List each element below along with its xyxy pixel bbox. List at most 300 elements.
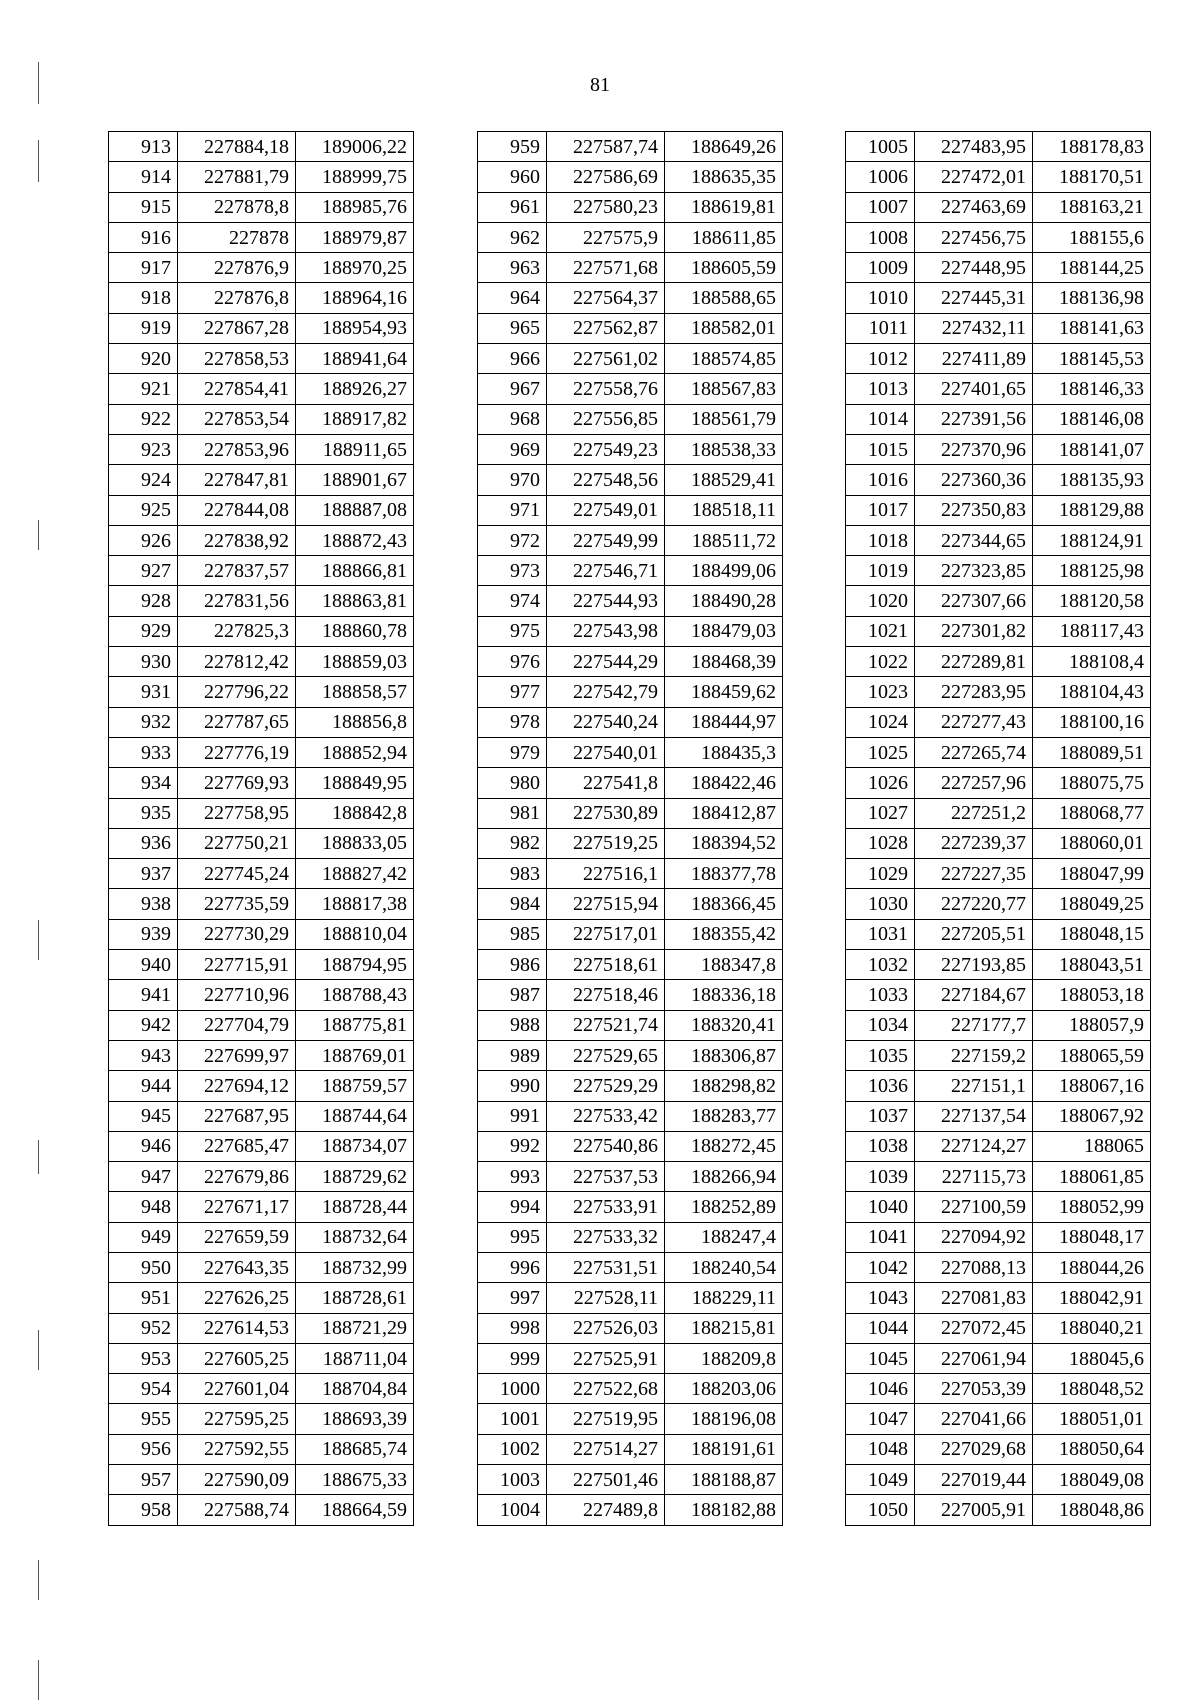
x-coordinate-cell: 227540,86 <box>547 1131 665 1161</box>
y-coordinate-cell: 188561,79 <box>665 404 783 434</box>
point-number-cell: 1015 <box>846 434 915 464</box>
x-coordinate-cell: 227344,65 <box>915 525 1033 555</box>
y-coordinate-cell: 188985,76 <box>296 192 414 222</box>
table-row <box>846 1040 1151 1070</box>
scan-edge-mark <box>38 1330 39 1370</box>
point-number-cell: 1008 <box>846 222 915 252</box>
point-number-cell: 1032 <box>846 950 915 980</box>
point-number-cell: 968 <box>478 404 547 434</box>
table-row <box>846 889 1151 919</box>
table-row <box>846 1252 1151 1282</box>
x-coordinate-cell: 227516,1 <box>547 859 665 889</box>
point-number-cell: 932 <box>109 707 178 737</box>
point-number-cell: 951 <box>109 1283 178 1313</box>
x-coordinate-cell: 227205,51 <box>915 919 1033 949</box>
point-number-cell: 1029 <box>846 859 915 889</box>
x-coordinate-cell: 227501,46 <box>547 1465 665 1495</box>
table-row <box>478 313 783 343</box>
y-coordinate-cell: 188065,59 <box>1033 1040 1151 1070</box>
table-row <box>478 1071 783 1101</box>
scan-edge-mark <box>38 520 39 550</box>
point-number-cell: 1007 <box>846 192 915 222</box>
table-row <box>109 374 414 404</box>
table-row <box>109 1374 414 1404</box>
y-coordinate-cell: 188049,08 <box>1033 1465 1151 1495</box>
table-row <box>109 919 414 949</box>
table-row <box>478 1222 783 1252</box>
table-row <box>846 859 1151 889</box>
x-coordinate-cell: 227601,04 <box>178 1374 296 1404</box>
point-number-cell: 1019 <box>846 556 915 586</box>
table-row <box>846 192 1151 222</box>
table-row <box>109 404 414 434</box>
y-coordinate-cell: 188605,59 <box>665 253 783 283</box>
point-number-cell: 950 <box>109 1252 178 1282</box>
scan-edge-mark <box>38 1140 39 1174</box>
table-row <box>109 768 414 798</box>
table-row <box>846 434 1151 464</box>
x-coordinate-cell: 227029,68 <box>915 1434 1033 1464</box>
point-number-cell: 1003 <box>478 1465 547 1495</box>
x-coordinate-cell: 227094,92 <box>915 1222 1033 1252</box>
y-coordinate-cell: 188320,41 <box>665 1010 783 1040</box>
x-coordinate-cell: 227796,22 <box>178 677 296 707</box>
x-coordinate-cell: 227041,66 <box>915 1404 1033 1434</box>
point-number-cell: 953 <box>109 1343 178 1373</box>
y-coordinate-cell: 188856,8 <box>296 707 414 737</box>
y-coordinate-cell: 188728,61 <box>296 1283 414 1313</box>
y-coordinate-cell: 188163,21 <box>1033 192 1151 222</box>
y-coordinate-cell: 188048,86 <box>1033 1495 1151 1525</box>
point-number-cell: 923 <box>109 434 178 464</box>
y-coordinate-cell: 188061,85 <box>1033 1162 1151 1192</box>
x-coordinate-cell: 227858,53 <box>178 344 296 374</box>
point-number-cell: 922 <box>109 404 178 434</box>
table-row <box>846 1222 1151 1252</box>
y-coordinate-cell: 188366,45 <box>665 889 783 919</box>
point-number-cell: 918 <box>109 283 178 313</box>
point-number-cell: 999 <box>478 1343 547 1373</box>
y-coordinate-cell: 188849,95 <box>296 768 414 798</box>
table-row <box>846 828 1151 858</box>
y-coordinate-cell: 188858,57 <box>296 677 414 707</box>
x-coordinate-cell: 227239,37 <box>915 828 1033 858</box>
point-number-cell: 1048 <box>846 1434 915 1464</box>
y-coordinate-cell: 188170,51 <box>1033 162 1151 192</box>
point-number-cell: 1010 <box>846 283 915 313</box>
x-coordinate-cell: 227360,36 <box>915 465 1033 495</box>
point-number-cell: 1037 <box>846 1101 915 1131</box>
x-coordinate-cell: 227265,74 <box>915 737 1033 767</box>
point-number-cell: 993 <box>478 1162 547 1192</box>
point-number-cell: 963 <box>478 253 547 283</box>
y-coordinate-cell: 188970,25 <box>296 253 414 283</box>
x-coordinate-cell: 227005,91 <box>915 1495 1033 1525</box>
x-coordinate-cell: 227715,91 <box>178 950 296 980</box>
table-row <box>109 1313 414 1343</box>
point-number-cell: 1005 <box>846 132 915 162</box>
point-number-cell: 927 <box>109 556 178 586</box>
table-row <box>109 556 414 586</box>
x-coordinate-cell: 227515,94 <box>547 889 665 919</box>
point-number-cell: 1038 <box>846 1131 915 1161</box>
y-coordinate-cell: 188635,35 <box>665 162 783 192</box>
table-row <box>478 1162 783 1192</box>
y-coordinate-cell: 188979,87 <box>296 222 414 252</box>
point-number-cell: 1044 <box>846 1313 915 1343</box>
point-number-cell: 967 <box>478 374 547 404</box>
x-coordinate-cell: 227483,95 <box>915 132 1033 162</box>
point-number-cell: 935 <box>109 798 178 828</box>
table-row <box>846 980 1151 1010</box>
scan-edge-mark <box>38 140 39 182</box>
y-coordinate-cell: 188298,82 <box>665 1071 783 1101</box>
table-row <box>109 192 414 222</box>
table-row <box>846 132 1151 162</box>
x-coordinate-cell: 227514,27 <box>547 1434 665 1464</box>
y-coordinate-cell: 188135,93 <box>1033 465 1151 495</box>
x-coordinate-cell: 227881,79 <box>178 162 296 192</box>
x-coordinate-cell: 227546,71 <box>547 556 665 586</box>
x-coordinate-cell: 227838,92 <box>178 525 296 555</box>
table-row <box>109 586 414 616</box>
x-coordinate-cell: 227521,74 <box>547 1010 665 1040</box>
y-coordinate-cell: 188100,16 <box>1033 707 1151 737</box>
table-row <box>846 556 1151 586</box>
x-coordinate-cell: 227088,13 <box>915 1252 1033 1282</box>
y-coordinate-cell: 188347,8 <box>665 950 783 980</box>
table-row <box>478 737 783 767</box>
table-row <box>846 1465 1151 1495</box>
table-row <box>109 616 414 646</box>
y-coordinate-cell: 188178,83 <box>1033 132 1151 162</box>
point-number-cell: 990 <box>478 1071 547 1101</box>
y-coordinate-cell: 188664,59 <box>296 1495 414 1525</box>
table-row <box>478 828 783 858</box>
point-number-cell: 1006 <box>846 162 915 192</box>
x-coordinate-cell: 227251,2 <box>915 798 1033 828</box>
x-coordinate-cell: 227401,65 <box>915 374 1033 404</box>
point-number-cell: 1033 <box>846 980 915 1010</box>
y-coordinate-cell: 188141,63 <box>1033 313 1151 343</box>
y-coordinate-cell: 188196,08 <box>665 1404 783 1434</box>
table-row <box>846 1495 1151 1525</box>
point-number-cell: 973 <box>478 556 547 586</box>
x-coordinate-cell: 227758,95 <box>178 798 296 828</box>
table-row <box>109 1071 414 1101</box>
table-row <box>478 434 783 464</box>
y-coordinate-cell: 188941,64 <box>296 344 414 374</box>
x-coordinate-cell: 227730,29 <box>178 919 296 949</box>
y-coordinate-cell: 188842,8 <box>296 798 414 828</box>
point-number-cell: 1017 <box>846 495 915 525</box>
x-coordinate-cell: 227081,83 <box>915 1283 1033 1313</box>
y-coordinate-cell: 188209,8 <box>665 1343 783 1373</box>
point-number-cell: 917 <box>109 253 178 283</box>
table-row <box>478 1313 783 1343</box>
point-number-cell: 1000 <box>478 1374 547 1404</box>
table-row <box>846 344 1151 374</box>
y-coordinate-cell: 188649,26 <box>665 132 783 162</box>
point-number-cell: 1036 <box>846 1071 915 1101</box>
table-row <box>109 677 414 707</box>
y-coordinate-cell: 188567,83 <box>665 374 783 404</box>
table-row <box>109 344 414 374</box>
point-number-cell: 1018 <box>846 525 915 555</box>
point-number-cell: 1035 <box>846 1040 915 1070</box>
table-row <box>109 525 414 555</box>
point-number-cell: 995 <box>478 1222 547 1252</box>
table-row <box>109 1283 414 1313</box>
x-coordinate-cell: 227837,57 <box>178 556 296 586</box>
x-coordinate-cell: 227699,97 <box>178 1040 296 1070</box>
y-coordinate-cell: 188538,33 <box>665 434 783 464</box>
y-coordinate-cell: 188377,78 <box>665 859 783 889</box>
x-coordinate-cell: 227853,54 <box>178 404 296 434</box>
point-number-cell: 933 <box>109 737 178 767</box>
x-coordinate-cell: 227540,24 <box>547 707 665 737</box>
table-row <box>478 556 783 586</box>
x-coordinate-cell: 227540,01 <box>547 737 665 767</box>
x-coordinate-cell: 227448,95 <box>915 253 1033 283</box>
point-number-cell: 1028 <box>846 828 915 858</box>
x-coordinate-cell: 227472,01 <box>915 162 1033 192</box>
point-number-cell: 981 <box>478 798 547 828</box>
y-coordinate-cell: 188769,01 <box>296 1040 414 1070</box>
x-coordinate-cell: 227307,66 <box>915 586 1033 616</box>
y-coordinate-cell: 188117,43 <box>1033 616 1151 646</box>
point-number-cell: 988 <box>478 1010 547 1040</box>
table-row <box>109 1192 414 1222</box>
x-coordinate-cell: 227537,53 <box>547 1162 665 1192</box>
x-coordinate-cell: 227556,85 <box>547 404 665 434</box>
table-row <box>478 1374 783 1404</box>
x-coordinate-cell: 227549,99 <box>547 525 665 555</box>
point-number-cell: 1013 <box>846 374 915 404</box>
coordinates-table-1 <box>108 131 414 1526</box>
table-row <box>478 1010 783 1040</box>
point-number-cell: 1024 <box>846 707 915 737</box>
table-row <box>109 283 414 313</box>
point-number-cell: 1022 <box>846 647 915 677</box>
point-number-cell: 948 <box>109 1192 178 1222</box>
point-number-cell: 954 <box>109 1374 178 1404</box>
point-number-cell: 1047 <box>846 1404 915 1434</box>
table-row <box>109 162 414 192</box>
x-coordinate-cell: 227517,01 <box>547 919 665 949</box>
table-row <box>478 647 783 677</box>
y-coordinate-cell: 188827,42 <box>296 859 414 889</box>
point-number-cell: 1001 <box>478 1404 547 1434</box>
y-coordinate-cell: 188744,64 <box>296 1101 414 1131</box>
x-coordinate-cell: 227533,42 <box>547 1101 665 1131</box>
table-row <box>846 616 1151 646</box>
point-number-cell: 926 <box>109 525 178 555</box>
point-number-cell: 943 <box>109 1040 178 1070</box>
scan-edge-mark <box>38 1660 39 1700</box>
point-number-cell: 946 <box>109 1131 178 1161</box>
x-coordinate-cell: 227323,85 <box>915 556 1033 586</box>
table-row <box>478 768 783 798</box>
point-number-cell: 1014 <box>846 404 915 434</box>
y-coordinate-cell: 188574,85 <box>665 344 783 374</box>
y-coordinate-cell: 188394,52 <box>665 828 783 858</box>
table-row <box>109 889 414 919</box>
point-number-cell: 1025 <box>846 737 915 767</box>
point-number-cell: 982 <box>478 828 547 858</box>
point-number-cell: 944 <box>109 1071 178 1101</box>
y-coordinate-cell: 188901,67 <box>296 465 414 495</box>
point-number-cell: 955 <box>109 1404 178 1434</box>
x-coordinate-cell: 227575,9 <box>547 222 665 252</box>
table-row <box>846 404 1151 434</box>
y-coordinate-cell: 188048,52 <box>1033 1374 1151 1404</box>
y-coordinate-cell: 188444,97 <box>665 707 783 737</box>
table-row <box>109 1131 414 1161</box>
y-coordinate-cell: 188728,44 <box>296 1192 414 1222</box>
table-row <box>478 1495 783 1525</box>
table-row <box>478 980 783 1010</box>
point-number-cell: 976 <box>478 647 547 677</box>
y-coordinate-cell: 188067,92 <box>1033 1101 1151 1131</box>
page-number: 81 <box>590 74 610 96</box>
table-row <box>109 1252 414 1282</box>
y-coordinate-cell: 188247,4 <box>665 1222 783 1252</box>
y-coordinate-cell: 188306,87 <box>665 1040 783 1070</box>
point-number-cell: 1031 <box>846 919 915 949</box>
y-coordinate-cell: 188479,03 <box>665 616 783 646</box>
table-row <box>846 950 1151 980</box>
x-coordinate-cell: 227277,43 <box>915 707 1033 737</box>
table-row <box>109 647 414 677</box>
point-number-cell: 941 <box>109 980 178 1010</box>
point-number-cell: 938 <box>109 889 178 919</box>
y-coordinate-cell: 188887,08 <box>296 495 414 525</box>
y-coordinate-cell: 188518,11 <box>665 495 783 525</box>
table-row <box>846 1192 1151 1222</box>
y-coordinate-cell: 188490,28 <box>665 586 783 616</box>
x-coordinate-cell: 227072,45 <box>915 1313 1033 1343</box>
point-number-cell: 958 <box>109 1495 178 1525</box>
x-coordinate-cell: 227884,18 <box>178 132 296 162</box>
point-number-cell: 919 <box>109 313 178 343</box>
x-coordinate-cell: 227876,8 <box>178 283 296 313</box>
point-number-cell: 915 <box>109 192 178 222</box>
y-coordinate-cell: 188872,43 <box>296 525 414 555</box>
x-coordinate-cell: 227614,53 <box>178 1313 296 1343</box>
table-row <box>846 1434 1151 1464</box>
x-coordinate-cell: 227159,2 <box>915 1040 1033 1070</box>
y-coordinate-cell: 188050,64 <box>1033 1434 1151 1464</box>
table-row <box>109 1222 414 1252</box>
x-coordinate-cell: 227151,1 <box>915 1071 1033 1101</box>
table-row <box>109 132 414 162</box>
y-coordinate-cell: 188917,82 <box>296 404 414 434</box>
y-coordinate-cell: 188104,43 <box>1033 677 1151 707</box>
x-coordinate-cell: 227867,28 <box>178 313 296 343</box>
point-number-cell: 1020 <box>846 586 915 616</box>
x-coordinate-cell: 227283,95 <box>915 677 1033 707</box>
x-coordinate-cell: 227564,37 <box>547 283 665 313</box>
y-coordinate-cell: 188146,08 <box>1033 404 1151 434</box>
point-number-cell: 934 <box>109 768 178 798</box>
table-row <box>846 465 1151 495</box>
y-coordinate-cell: 188732,64 <box>296 1222 414 1252</box>
x-coordinate-cell: 227100,59 <box>915 1192 1033 1222</box>
point-number-cell: 1049 <box>846 1465 915 1495</box>
table-row <box>109 1010 414 1040</box>
x-coordinate-cell: 227776,19 <box>178 737 296 767</box>
table-row <box>478 798 783 828</box>
point-number-cell: 1041 <box>846 1222 915 1252</box>
x-coordinate-cell: 227541,8 <box>547 768 665 798</box>
x-coordinate-cell: 227115,73 <box>915 1162 1033 1192</box>
y-coordinate-cell: 188075,75 <box>1033 768 1151 798</box>
point-number-cell: 972 <box>478 525 547 555</box>
y-coordinate-cell: 188129,88 <box>1033 495 1151 525</box>
table-row <box>478 616 783 646</box>
y-coordinate-cell: 188794,95 <box>296 950 414 980</box>
point-number-cell: 960 <box>478 162 547 192</box>
y-coordinate-cell: 188911,65 <box>296 434 414 464</box>
x-coordinate-cell: 227588,74 <box>178 1495 296 1525</box>
table-row <box>109 1404 414 1434</box>
table-row <box>478 1343 783 1373</box>
point-number-cell: 913 <box>109 132 178 162</box>
point-number-cell: 1021 <box>846 616 915 646</box>
point-number-cell: 956 <box>109 1434 178 1464</box>
y-coordinate-cell: 188252,89 <box>665 1192 783 1222</box>
x-coordinate-cell: 227558,76 <box>547 374 665 404</box>
table-row <box>846 798 1151 828</box>
y-coordinate-cell: 188120,58 <box>1033 586 1151 616</box>
table-row <box>109 1495 414 1525</box>
x-coordinate-cell: 227853,96 <box>178 434 296 464</box>
x-coordinate-cell: 227531,51 <box>547 1252 665 1282</box>
table-row <box>478 1465 783 1495</box>
x-coordinate-cell: 227193,85 <box>915 950 1033 980</box>
point-number-cell: 1046 <box>846 1374 915 1404</box>
x-coordinate-cell: 227592,55 <box>178 1434 296 1464</box>
point-number-cell: 980 <box>478 768 547 798</box>
table-row <box>478 222 783 252</box>
y-coordinate-cell: 188582,01 <box>665 313 783 343</box>
table-row <box>109 253 414 283</box>
point-number-cell: 1016 <box>846 465 915 495</box>
table-row <box>109 1101 414 1131</box>
table-row <box>478 253 783 283</box>
y-coordinate-cell: 188042,91 <box>1033 1283 1151 1313</box>
table-row <box>846 1404 1151 1434</box>
table-row <box>478 374 783 404</box>
table-row <box>478 404 783 434</box>
point-number-cell: 987 <box>478 980 547 1010</box>
y-coordinate-cell: 188045,6 <box>1033 1343 1151 1373</box>
table-row <box>478 495 783 525</box>
y-coordinate-cell: 188729,62 <box>296 1162 414 1192</box>
x-coordinate-cell: 227530,89 <box>547 798 665 828</box>
table-row <box>846 525 1151 555</box>
x-coordinate-cell: 227704,79 <box>178 1010 296 1040</box>
table-row <box>109 1465 414 1495</box>
x-coordinate-cell: 227787,65 <box>178 707 296 737</box>
x-coordinate-cell: 227137,54 <box>915 1101 1033 1131</box>
table-row <box>846 1162 1151 1192</box>
y-coordinate-cell: 188141,07 <box>1033 434 1151 464</box>
x-coordinate-cell: 227626,25 <box>178 1283 296 1313</box>
x-coordinate-cell: 227220,77 <box>915 889 1033 919</box>
y-coordinate-cell: 188711,04 <box>296 1343 414 1373</box>
